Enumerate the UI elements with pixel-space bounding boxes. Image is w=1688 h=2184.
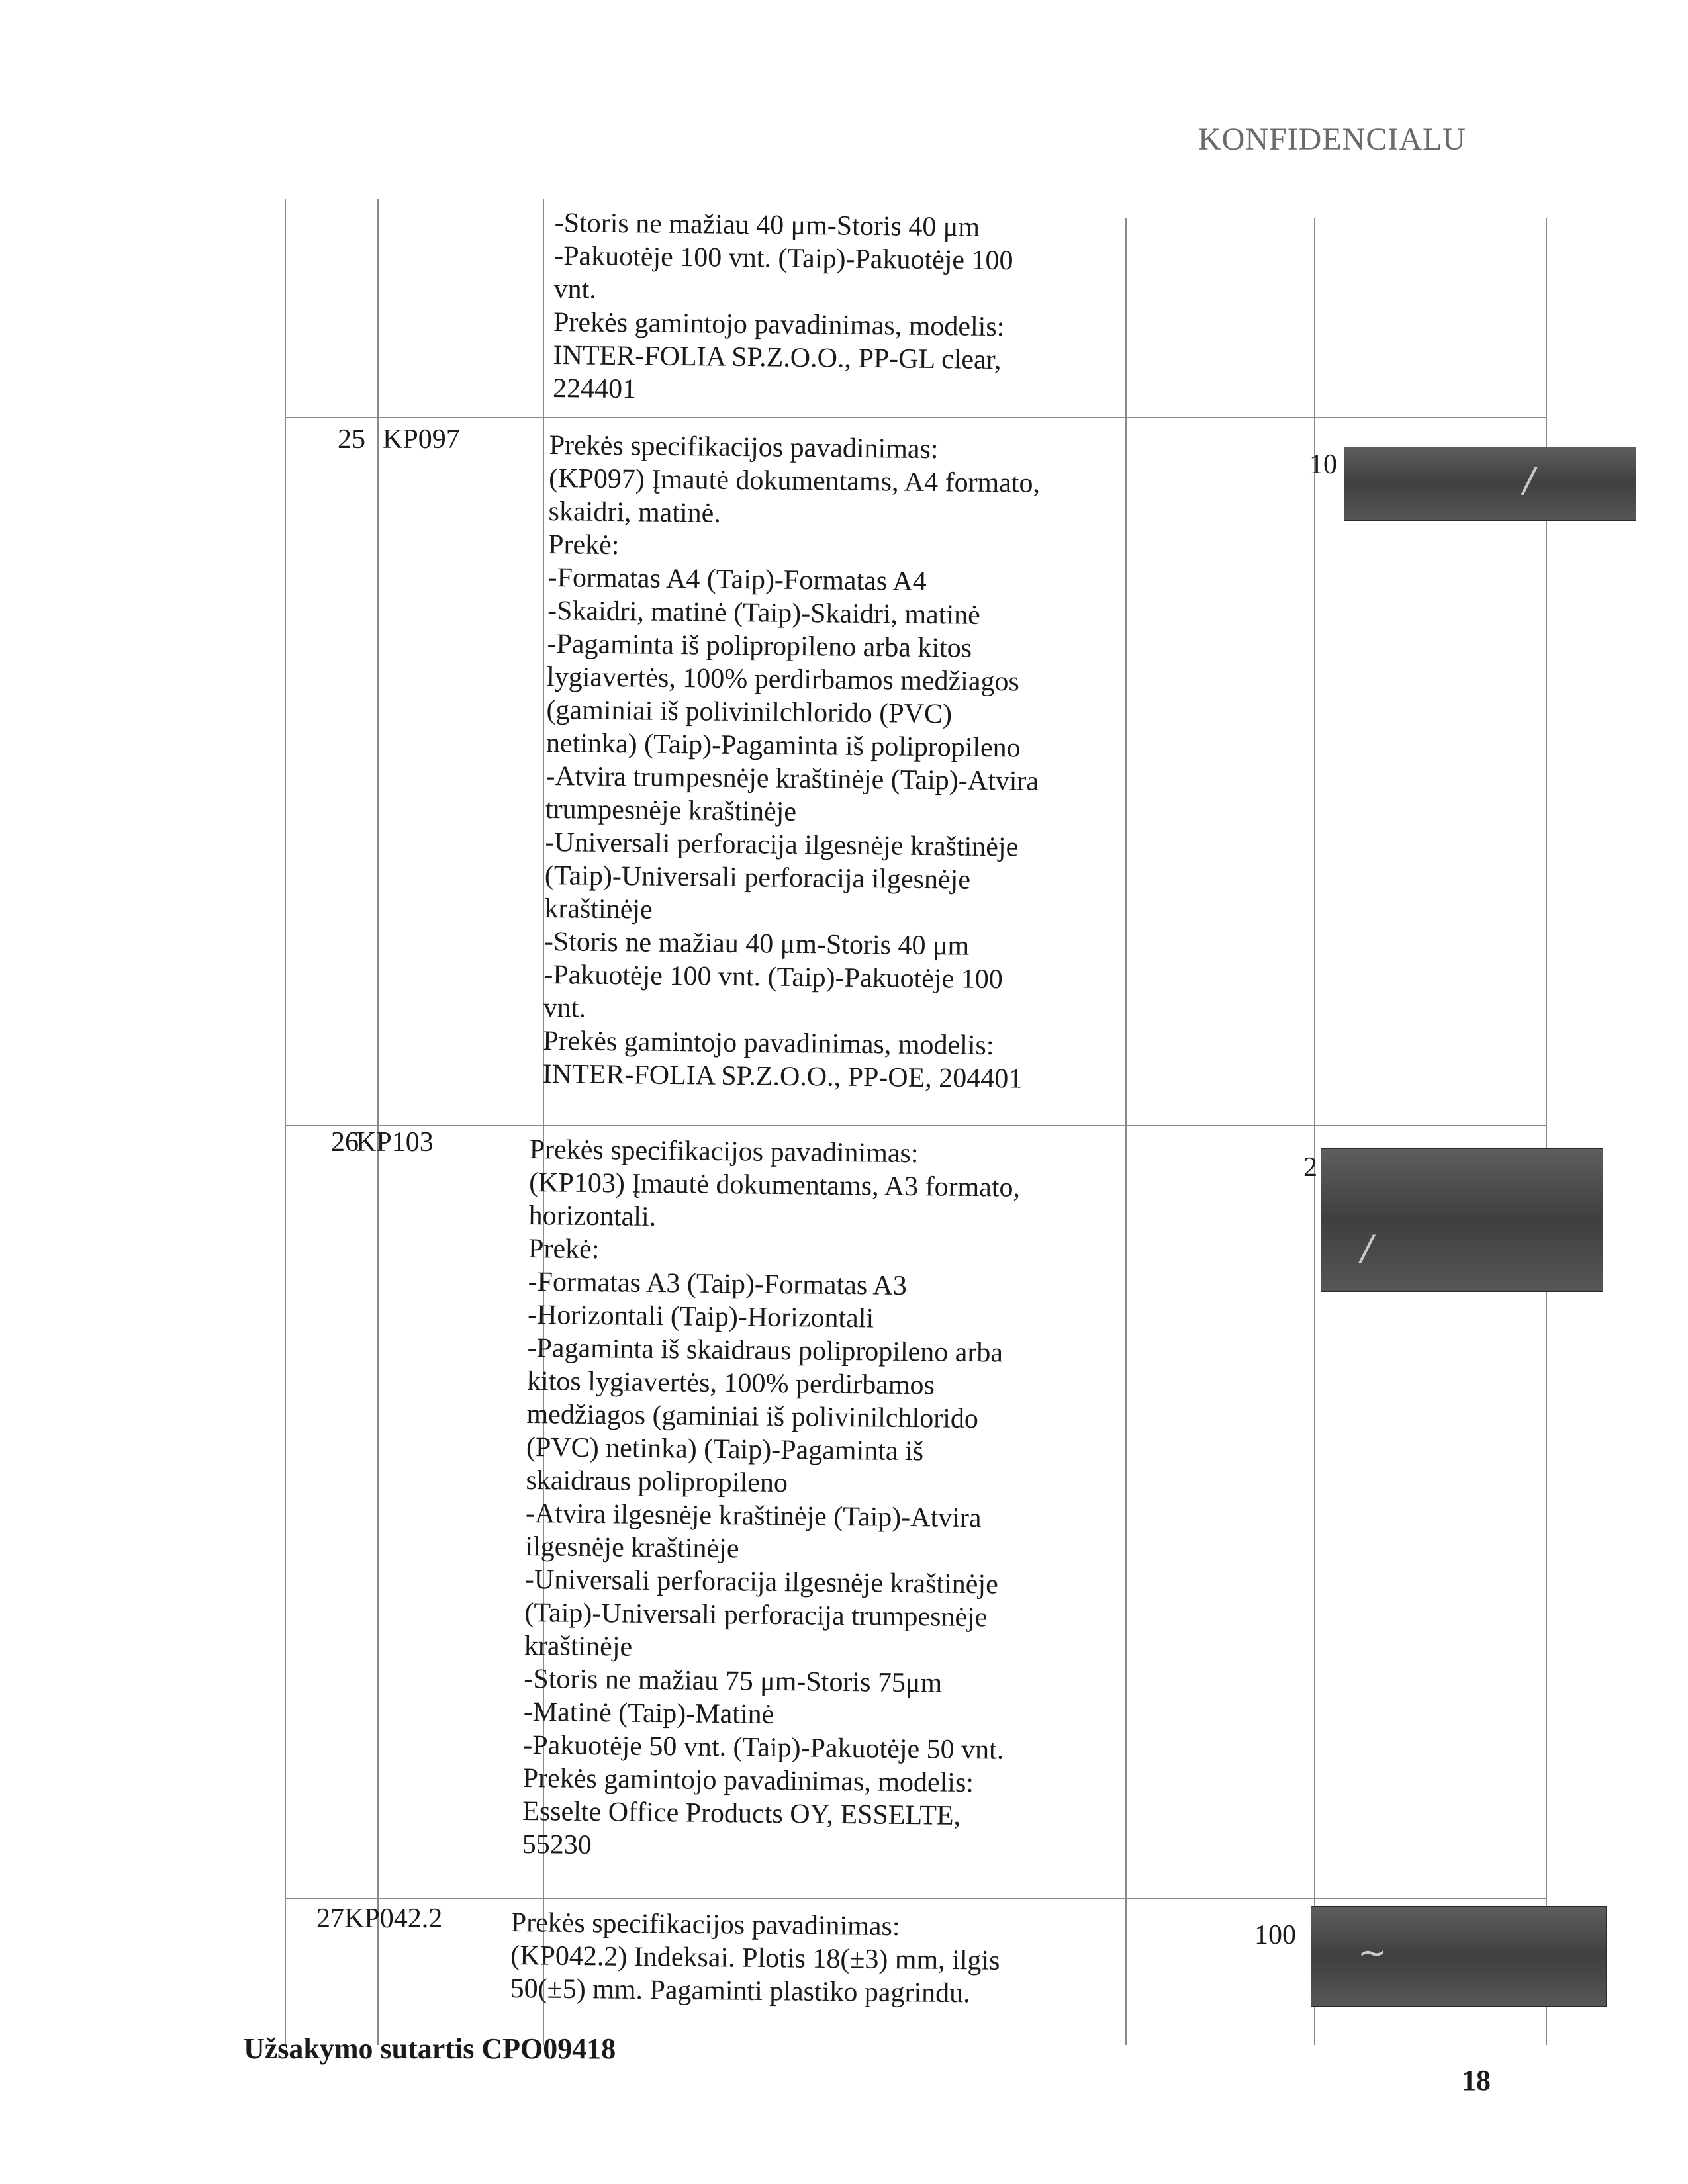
product-description: Prekės specifikacijos pavadinimas: (KP097) Įmautė dokumentams, A4 formato, skaidri, matinė. Prekė: -Formatas A4 (Taip)-Formatas A4 -Skaidri, matinė (Taip)-Skaidri, matinė -Pagaminta iš polipropileno arba kitos lygiavertės, 100% perdirbamos medžiagos (gaminiai iš polivinilchlorido (PVC) netinka) (Taip)-Pagaminta iš polipropileno -Atvira trumpesnėje kraštinėje (Taip)-Atvira trumpesnėje kraštinėje -Universali perforacija ilgesnėje kraštinėje (Taip)-Universali perforacija ilgesnėje kraštinėje -Storis ne mažiau 40 μm-Storis 40 μm -Pakuotėje 100 vnt. (Taip)-Pakuotėje 100 vnt. Prekės gamintojo pavadinimas, modelis: INTER-FOLIA SP.Z.O.O., PP-OE, 204401 bbox=[542, 430, 1041, 1095]
product-code: KP097 bbox=[383, 424, 460, 455]
handwritten-mark: ~ bbox=[1358, 1933, 1387, 1973]
contract-title: Užsakymo sutartis CPO09418 bbox=[244, 2032, 616, 2065]
redaction-sticker bbox=[1311, 1906, 1607, 2007]
row-number: 25 bbox=[338, 424, 365, 455]
quantity: 10 bbox=[1309, 449, 1337, 480]
table-col-divider bbox=[377, 199, 379, 2045]
row-divider bbox=[285, 1898, 1546, 1899]
row-number: 26 bbox=[331, 1127, 359, 1158]
table-border-left bbox=[285, 199, 286, 2045]
continuation-description: -Storis ne mažiau 40 μm-Storis 40 μm -Pakuotėje 100 vnt. (Taip)-Pakuotėje 100 vnt. Prekės gamintojo pavadinimas, modelis: INTER-FOLIA SP.Z.O.O., PP-GL clear, 224401 bbox=[552, 207, 1013, 405]
quantity: 2 bbox=[1303, 1152, 1317, 1183]
row-divider bbox=[285, 1125, 1546, 1126]
product-description: Prekės specifikacijos pavadinimas: (KP042.2) Indeksai. Plotis 18(±3) mm, ilgis 50(±5) mm. Pagaminti plastiko pagrindu. bbox=[510, 1907, 1000, 2009]
redaction-sticker bbox=[1344, 447, 1636, 521]
table-col-divider bbox=[1314, 218, 1315, 2045]
handwritten-mark: / bbox=[1361, 1228, 1373, 1268]
row-number: 27 bbox=[316, 1903, 344, 1934]
quantity: 100 bbox=[1254, 1920, 1296, 1950]
product-code: KP042.2 bbox=[344, 1903, 443, 1934]
confidential-label: KONFIDENCIALU bbox=[1198, 122, 1466, 157]
table-col-divider bbox=[1125, 218, 1127, 2045]
page-number: 18 bbox=[1462, 2064, 1491, 2097]
row-divider bbox=[285, 417, 1546, 418]
product-code: KP103 bbox=[356, 1127, 434, 1158]
redaction-sticker bbox=[1321, 1148, 1603, 1292]
handwritten-mark: ∕ bbox=[1523, 461, 1535, 500]
product-description: Prekės specifikacijos pavadinimas: (KP103) Įmautė dokumentams, A3 formato, horizontali. Prekė: -Formatas A3 (Taip)-Formatas A3 -Horizontali (Taip)-Horizontali -Pagaminta iš skaidraus polipropileno arba kitos lygiavertės, 100% perdirbamos medžiagos (gaminiai iš polivinilchlorido (PVC) netinka) (Taip)-Pagaminta iš skaidraus polipropileno -Atvira ilgesnėje kraštinėje (Taip)-Atvira ilgesnėje kraštinėje -Universali perforacija ilgesnėje kraštinėje (Taip)-Universali perforacija trumpesnėje kraštinėje -Storis ne mažiau 75 μm-Storis 75μm -Matinė (Taip)-Matinė -Pakuotėje 50 vnt. (Taip)-Pakuotėje 50 vnt. Prekės gamintojo pavadinimas, modelis: Esselte Office Products OY, ESSELTE, 55230 bbox=[522, 1134, 1021, 1861]
